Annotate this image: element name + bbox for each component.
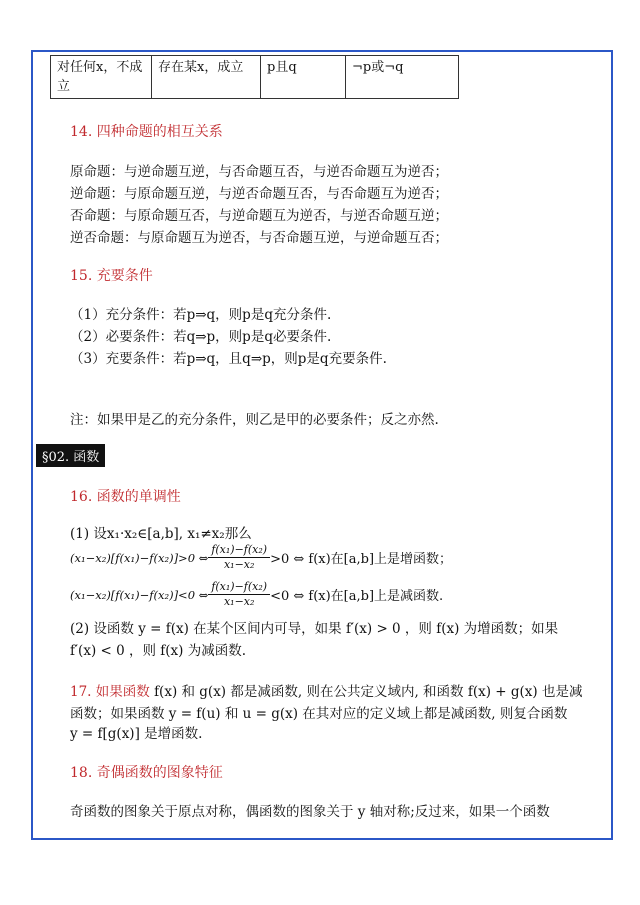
sec16-p2-line2: f′(x) < 0 ，则 f(x) 为减函数.: [70, 643, 247, 659]
sec17-line2: 函数；如果函数 y = f(u) 和 u = g(x) 在其对应的定义域上都是减函数, 则复合函数: [70, 706, 568, 722]
section-15-title: 15. 充要条件: [70, 268, 153, 284]
sec17-line3: y = f[g(x)] 是增函数.: [70, 726, 203, 742]
frac-denominator: x₁−x₂: [223, 558, 255, 571]
section-16-title: 16. 函数的单调性: [70, 489, 181, 505]
table-row: [51, 56, 459, 99]
section-17-title: 17. 如果函数: [70, 684, 150, 700]
quantifier-table: [50, 55, 459, 99]
dec-right: <0 ⇔ f(x)在[a,b]上是减函数.: [270, 589, 444, 604]
difference-quotient: [208, 543, 270, 572]
increasing-formula: [70, 543, 452, 572]
sec16-p2-line1: (2) 设函数 y = f(x) 在某个区间内可导，如果 f′(x) > 0 ，则 f(x) 为增函数；如果: [70, 621, 559, 637]
frac-denominator: x₁−x₂: [223, 595, 255, 608]
inc-right: >0 ⇔ f(x)在[a,b]上是增函数；: [270, 552, 453, 567]
frac-numerator: f(x₁)−f(x₂): [208, 543, 270, 558]
sec18-line1: 奇函数的图象关于原点对称，偶函数的图象关于 y 轴对称;反过来，如果一个函数: [70, 804, 550, 820]
section-18-title: 18. 奇偶函数的图象特征: [70, 765, 223, 781]
sec15-item: （3）充要条件：若p⇒q，且q⇒p，则p是q充要条件.: [70, 351, 387, 367]
section-badge-label: §02. 函数: [36, 444, 105, 467]
table-cell: p且q: [261, 56, 346, 99]
sec15-item: （2）必要条件：若q⇒p，则p是q必要条件.: [70, 329, 332, 345]
sec14-line: 逆命题：与原命题互逆，与逆否命题互否，与否命题互为逆否；: [70, 186, 448, 202]
frac-numerator: f(x₁)−f(x₂): [208, 580, 270, 595]
table-cell: ¬p或¬q: [346, 56, 459, 99]
table-cell: 存在某x，成立: [152, 56, 261, 99]
sec17-line1: [70, 680, 582, 700]
table-cell: 对任何x，不成立: [51, 56, 152, 99]
difference-quotient: [208, 580, 270, 609]
dec-left: (x₁−x₂)[f(x₁)−f(x₂)]<0 ⇔: [70, 587, 209, 602]
sec14-line: 否命题：与原命题互否，与逆命题互为逆否，与逆否命题互逆；: [70, 208, 448, 224]
sec15-item: （1）充分条件：若p⇒q，则p是q充分条件.: [70, 307, 332, 323]
sec14-line: 原命题：与逆命题互逆，与否命题互否，与逆否命题互为逆否；: [70, 164, 448, 180]
decreasing-formula: [70, 580, 443, 609]
sec17-line1-rest: f(x) 和 g(x) 都是减函数, 则在公共定义域内, 和函数 f(x) + g(x) 也是减: [154, 684, 583, 700]
section-badge: [36, 444, 105, 467]
section-14-title: 14. 四种命题的相互关系: [70, 124, 223, 140]
inc-left: (x₁−x₂)[f(x₁)−f(x₂)]>0 ⇔: [70, 550, 209, 565]
sec14-line: 逆否命题：与原命题互为逆否，与否命题互逆，与逆命题互否；: [70, 230, 448, 246]
sec15-note: 注：如果甲是乙的充分条件，则乙是甲的必要条件；反之亦然.: [70, 412, 439, 428]
sec16-intro: (1) 设x₁·x₂∈[a,b], x₁≠x₂那么: [70, 526, 252, 542]
